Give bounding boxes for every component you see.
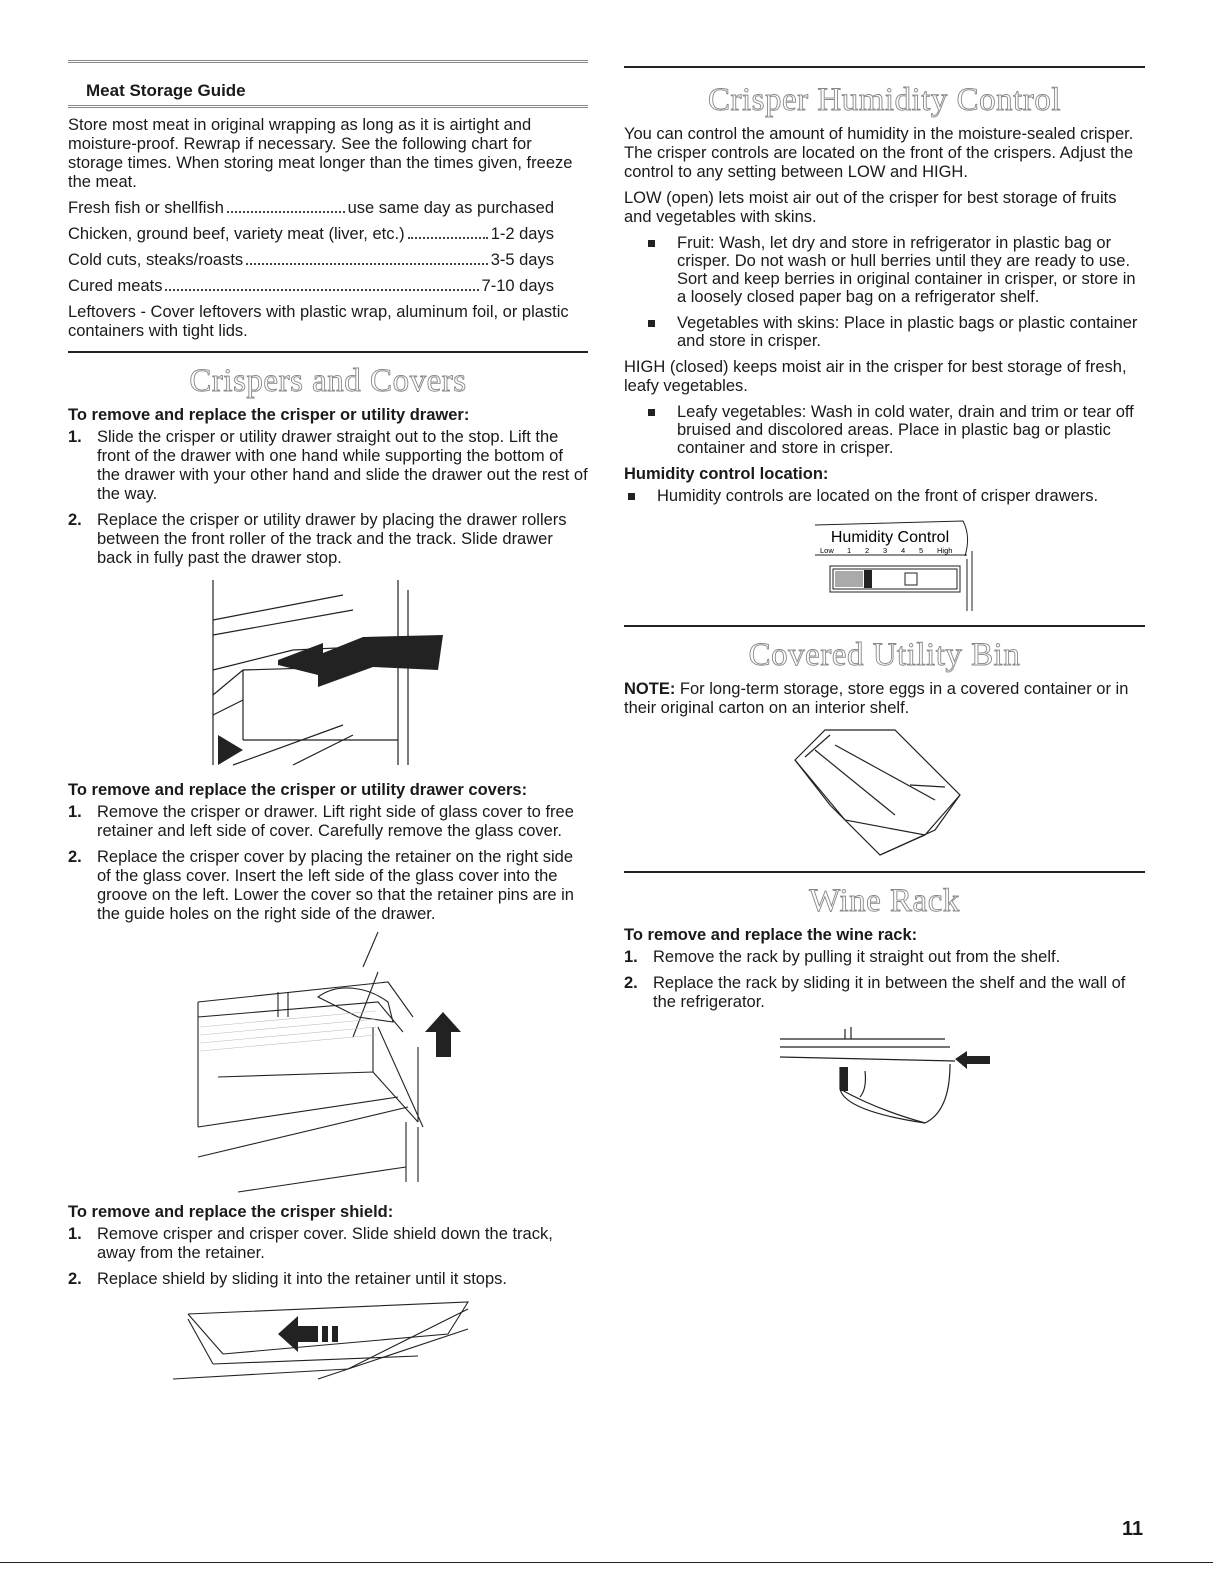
meat-row xyxy=(68,199,554,218)
drawer-steps xyxy=(68,428,588,568)
crisper-cover-illustration xyxy=(178,927,478,1197)
meat-storage-table xyxy=(68,199,588,296)
utility-title: Covered Utility Bin xyxy=(748,637,1021,673)
wine-rack-illustration xyxy=(775,1019,995,1129)
step-item xyxy=(624,974,1145,1012)
meat-item: Cured meats xyxy=(68,277,163,295)
step-text: Remove the rack by pulling it straight out from the shelf. xyxy=(653,948,1061,966)
crisper-drawer-illustration xyxy=(203,575,453,775)
humidity-control-label: Humidity Control xyxy=(830,529,949,546)
meat-item: Fresh fish or shellfish xyxy=(68,199,224,217)
humidity-high-text: HIGH (closed) keeps moist air in the crisper for best storage of fresh, leafy vegetables. xyxy=(624,358,1127,395)
meat-item: Chicken, ground beef, variety meat (liver, etc.) xyxy=(68,225,405,243)
drawer-heading: To remove and replace the crisper or utility drawer: xyxy=(68,406,470,424)
location-bullets xyxy=(624,487,1145,505)
meat-row xyxy=(68,251,554,270)
step-text: Remove the crisper or drawer. Lift right side of glass cover to free retainer and left side of cover. Carefully remove the glass cover. xyxy=(97,803,574,840)
step-item xyxy=(68,1225,588,1263)
humidity-location-heading: Humidity control location: xyxy=(624,465,829,483)
wine-steps xyxy=(624,948,1145,1012)
meat-row xyxy=(68,225,554,244)
scale-number: 2 xyxy=(864,546,869,555)
meat-time: use same day as purchased xyxy=(347,199,554,217)
bullet-square-icon xyxy=(628,493,635,500)
step-item xyxy=(68,511,588,568)
arrow-left-icon xyxy=(278,635,443,687)
bullet-square-icon xyxy=(648,240,655,247)
step-text: Slide the crisper or utility drawer straight out to the stop. Lift the front of the drawer with one hand while supporting the bottom of the drawer with your other hand and slide the drawer out the rest of the way. xyxy=(97,428,588,503)
wine-heading: To remove and replace the wine rack: xyxy=(624,926,918,944)
shield-heading: To remove and replace the crisper shield: xyxy=(68,1203,394,1221)
bullet-square-icon xyxy=(648,409,655,416)
step-number: 2. xyxy=(68,511,82,529)
page-number: 11 xyxy=(1122,1518,1144,1540)
meat-time: 7-10 days xyxy=(481,277,554,295)
scale-number: 5 xyxy=(918,546,923,555)
section-divider xyxy=(68,351,588,353)
meat-row xyxy=(68,277,554,296)
left-column xyxy=(68,60,588,1390)
step-number: 1. xyxy=(68,428,82,446)
meat-intro: Store most meat in original wrapping as long as it is airtight and moisture-proof. Rewrap if necessary. See the following chart for storage times. When storing meat longer than the times given, freeze the meat. xyxy=(68,116,573,191)
humidity-control-illustration xyxy=(785,511,985,611)
leftovers-text: Leftovers - Cover leftovers with plastic wrap, aluminum foil, or plastic containers with tight lids. xyxy=(68,303,569,340)
step-item xyxy=(624,948,1145,967)
leader-dots xyxy=(408,225,488,239)
arrow-up-icon xyxy=(425,1012,461,1057)
bullet-text: Fruit: Wash, let dry and store in refrigerator in plastic bag or crisper. Do not wash or hull berries until they are ready to use. Sort and keep berries in original container in crisper, or store in a loosely closed paper bag on a refrigerator shelf. xyxy=(677,234,1136,306)
step-text: Replace shield by sliding it into the retainer until it stops. xyxy=(97,1270,507,1288)
high-bullets xyxy=(624,403,1145,457)
section-divider xyxy=(624,625,1145,627)
step-number: 2. xyxy=(68,1270,82,1288)
utility-note xyxy=(624,680,1145,718)
step-item xyxy=(68,428,588,504)
step-number: 1. xyxy=(68,1225,82,1243)
humidity-title: Crisper Humidity Control xyxy=(708,82,1061,118)
humidity-low-text: LOW (open) lets moist air out of the crisper for best storage of fruits and vegetables with skins. xyxy=(624,189,1117,226)
bullet-item xyxy=(624,403,1145,457)
humidity-intro: You can control the amount of humidity in the moisture-sealed crisper. The crisper controls are located on the front of the crispers. Adjust the control to any setting between LOW and HIGH. xyxy=(624,125,1134,181)
scale-high: High xyxy=(936,546,952,555)
meat-time: 1-2 days xyxy=(490,225,554,243)
step-text: Remove crisper and crisper cover. Slide shield down the track, away from the retainer. xyxy=(97,1225,553,1262)
arrow-left-icon xyxy=(955,1051,990,1069)
bullet-text: Humidity controls are located on the front of crisper drawers. xyxy=(657,487,1099,505)
section-divider xyxy=(624,66,1145,68)
step-number: 2. xyxy=(68,848,82,866)
leader-dots xyxy=(227,199,345,213)
meat-time: 3-5 days xyxy=(490,251,554,269)
step-text: Replace the crisper or utility drawer by placing the drawer rollers between the front roller of the track and the track. Slide drawer back in fully past the drawer stop. xyxy=(97,511,567,567)
covers-steps xyxy=(68,803,588,924)
right-column xyxy=(624,66,1145,1135)
scale-number: 4 xyxy=(900,546,905,555)
step-number: 1. xyxy=(68,803,82,821)
crispers-title: Crispers and Covers xyxy=(189,363,467,399)
scale-number: 3 xyxy=(882,546,887,555)
leader-dots xyxy=(165,277,478,291)
step-item xyxy=(68,1270,588,1289)
crisper-shield-illustration xyxy=(168,1294,488,1384)
bullet-text: Leafy vegetables: Wash in cold water, drain and trim or tear off bruised and discolored areas. Place in plastic bag or plastic container and store in crisper. xyxy=(677,403,1134,457)
step-text: Replace the rack by sliding it in between the shelf and the wall of the refrigerator. xyxy=(653,974,1126,1011)
scale-number: 1 xyxy=(846,546,851,555)
meat-storage-heading: Meat Storage Guide xyxy=(68,60,588,108)
covers-heading: To remove and replace the crisper or utility drawer covers: xyxy=(68,781,528,799)
step-number: 1. xyxy=(624,948,638,966)
note-text: For long-term storage, store eggs in a covered container or in their original carton on an interior shelf. xyxy=(624,680,1129,717)
step-item xyxy=(68,803,588,841)
meat-item: Cold cuts, steaks/roasts xyxy=(68,251,244,269)
leader-dots xyxy=(246,251,488,265)
bullet-item xyxy=(624,487,1145,505)
utility-bin-illustration xyxy=(785,725,985,865)
wine-title: Wine Rack xyxy=(809,883,960,919)
note-label: NOTE: xyxy=(624,680,676,698)
low-bullets xyxy=(624,234,1145,350)
section-divider xyxy=(624,871,1145,873)
step-item xyxy=(68,848,588,924)
bullet-item xyxy=(624,314,1145,350)
bullet-square-icon xyxy=(648,320,655,327)
step-number: 2. xyxy=(624,974,638,992)
bullet-text: Vegetables with skins: Place in plastic bags or plastic container and store in crisper. xyxy=(677,314,1138,350)
shield-steps xyxy=(68,1225,588,1289)
slider-handle xyxy=(864,570,872,588)
step-text: Replace the crisper cover by placing the retainer on the right side of the glass cover. Insert the left side of the glass cover into the groove on the left. Lower the cover so that the retainer pins are in the guide holes on the right side of the drawer. xyxy=(97,848,574,923)
scale-low: Low xyxy=(819,546,834,555)
bullet-item xyxy=(624,234,1145,306)
footer-divider xyxy=(0,1562,1213,1563)
